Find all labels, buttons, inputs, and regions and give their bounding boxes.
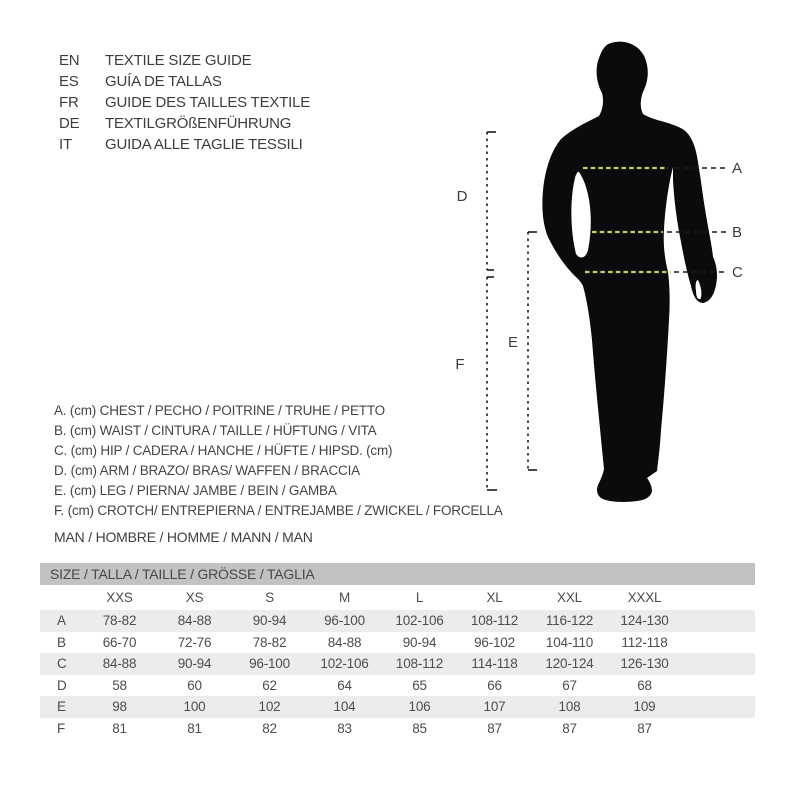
filler-cell (682, 653, 755, 675)
filler-cell (682, 675, 755, 697)
size-value-cell: 67 (562, 677, 577, 693)
language-code: EN (59, 52, 80, 69)
size-value-cell: 90-94 (402, 634, 437, 650)
measurement-key: F (57, 720, 66, 736)
size-column-header: XXL (557, 590, 582, 605)
man-silhouette (542, 42, 717, 502)
crotch-label: F (455, 356, 465, 373)
measurement-key: A (57, 613, 66, 629)
filler-cell (682, 632, 755, 654)
size-value-cell: 109 (633, 699, 656, 715)
measurement-legend-item: E. (cm) LEG / PIERNA/ JAMBE / BEIN / GAMBA (54, 483, 337, 498)
measurement-key: E (57, 699, 66, 715)
size-value-cell: 84-88 (102, 656, 137, 672)
size-value-cell: 85 (412, 720, 427, 736)
size-value-cell: 104-110 (545, 634, 594, 650)
size-value-cell: 126-130 (620, 656, 669, 672)
size-value-cell: 84-88 (177, 613, 212, 629)
size-value-cell: 81 (187, 720, 202, 736)
size-table-body (40, 610, 755, 739)
size-column-header: XXS (106, 590, 133, 605)
measurement-legend (54, 401, 503, 521)
size-value-cell: 108 (558, 699, 581, 715)
guide-title: TEXTILGRÖßENFÜHRUNG (105, 115, 292, 132)
measurement-legend-item: B. (cm) WAIST / CINTURA / TAILLE / HÜFTUNG / VITA (54, 423, 377, 438)
filler-cell (682, 585, 755, 610)
size-value-cell: 102-106 (395, 613, 444, 629)
size-value-cell: 107 (483, 699, 506, 715)
size-table-header-row (40, 585, 755, 610)
size-value-cell: 96-102 (474, 634, 515, 650)
arm-label: D (456, 188, 468, 205)
size-table-row (40, 632, 755, 654)
size-table-title: SIZE / TALLA / TAILLE / GRÖSSE / TAGLIA (40, 563, 755, 585)
language-code: ES (59, 73, 79, 90)
size-value-cell: 81 (112, 720, 127, 736)
size-value-cell: 96-100 (324, 613, 365, 629)
size-value-cell: 78-82 (252, 634, 287, 650)
size-column-header: XXXL (627, 590, 662, 605)
filler-cell (682, 718, 755, 740)
leg-label: E (507, 334, 519, 351)
language-row (59, 71, 310, 92)
size-value-cell: 116-122 (545, 613, 594, 629)
measurement-key: B (57, 634, 66, 650)
size-value-cell: 87 (637, 720, 652, 736)
size-value-cell: 120-124 (545, 656, 594, 672)
size-value-cell: 78-82 (102, 613, 137, 629)
size-value-cell: 84-88 (327, 634, 362, 650)
measurement-legend-item: C. (cm) HIP / CADERA / HANCHE / HÜFTE / HIPSD. (cm) (54, 443, 393, 458)
guide-title: GUIDE DES TAILLES TEXTILE (105, 94, 311, 111)
size-column-header: XS (185, 590, 204, 605)
size-table-row (40, 675, 755, 697)
guide-title: GUÍA DE TALLAS (105, 73, 222, 90)
size-value-cell: 102-106 (320, 656, 369, 672)
language-row (59, 92, 310, 113)
language-code: DE (59, 115, 80, 132)
size-column-header: S (265, 590, 274, 605)
measurement-key: D (57, 677, 67, 693)
filler-cell (682, 696, 755, 718)
size-value-cell: 60 (187, 677, 202, 693)
language-code: FR (59, 94, 79, 111)
size-value-cell: 83 (337, 720, 352, 736)
size-value-cell: 87 (562, 720, 577, 736)
size-value-cell: 124-130 (620, 613, 669, 629)
guide-title: GUIDA ALLE TAGLIE TESSILI (105, 136, 303, 153)
size-value-cell: 65 (412, 677, 427, 693)
size-table-row (40, 696, 755, 718)
size-value-cell: 100 (183, 699, 206, 715)
language-row (59, 50, 310, 71)
hip-label: C (732, 264, 743, 281)
size-column-header: M (338, 590, 351, 605)
size-table-row (40, 653, 755, 675)
measurement-legend-item: D. (cm) ARM / BRAZO/ BRAS/ WAFFEN / BRACCIA (54, 463, 360, 478)
size-value-cell: 62 (262, 677, 277, 693)
size-value-cell: 114-118 (471, 656, 518, 672)
chest-label: A (732, 160, 743, 177)
size-value-cell: 72-76 (177, 634, 212, 650)
language-title-list (59, 50, 310, 155)
corner-cell (40, 585, 82, 610)
language-row (59, 134, 310, 155)
size-value-cell: 66 (487, 677, 502, 693)
size-value-cell: 108-112 (470, 613, 519, 629)
size-value-cell: 82 (262, 720, 277, 736)
category-label: MAN / HOMBRE / HOMME / MANN / MAN (54, 529, 313, 545)
measurement-legend-item: A. (cm) CHEST / PECHO / POITRINE / TRUHE / PETTO (54, 403, 385, 418)
size-value-cell: 68 (637, 677, 652, 693)
size-table-row (40, 718, 755, 740)
filler-cell (682, 610, 755, 632)
guide-title: TEXTILE SIZE GUIDE (105, 52, 252, 69)
size-value-cell: 90-94 (177, 656, 212, 672)
size-value-cell: 112-118 (621, 634, 668, 650)
size-value-cell: 66-70 (102, 634, 137, 650)
size-value-cell: 104 (333, 699, 356, 715)
size-value-cell: 58 (112, 677, 127, 693)
size-table (40, 563, 755, 739)
size-table-row (40, 610, 755, 632)
language-code: IT (59, 136, 72, 153)
size-value-cell: 64 (337, 677, 352, 693)
measurement-legend-item: F. (cm) CROTCH/ ENTREPIERNA / ENTREJAMBE / ZWICKEL / FORCELLA (54, 503, 503, 518)
size-value-cell: 108-112 (395, 656, 444, 672)
size-column-header: L (415, 590, 424, 605)
size-value-cell: 87 (487, 720, 502, 736)
size-value-cell: 96-100 (249, 656, 290, 672)
size-value-cell: 90-94 (252, 613, 287, 629)
measurement-key: C (57, 656, 67, 672)
size-value-cell: 106 (408, 699, 431, 715)
size-value-cell: 98 (112, 699, 127, 715)
size-value-cell: 102 (258, 699, 281, 715)
size-column-header: XL (486, 590, 503, 605)
waist-label: B (732, 224, 743, 241)
language-row (59, 113, 310, 134)
size-table-grid (40, 585, 755, 739)
